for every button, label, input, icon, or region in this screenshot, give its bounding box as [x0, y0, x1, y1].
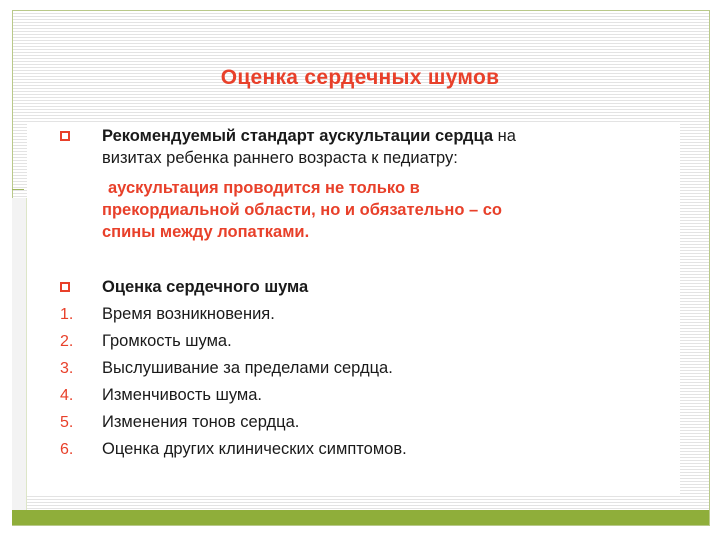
section1-red-line-2: прекордиальной области, но и обязательно – со: [102, 201, 503, 219]
bottom-bar: [12, 510, 709, 525]
list-item: Время возникновения.: [102, 305, 275, 323]
section1-bold-text: Рекомендуемый стандарт аускультации сердца: [102, 127, 494, 145]
section1-red-line-3: спины между лопатками.: [102, 223, 310, 241]
list-item: Изменчивость шума.: [102, 386, 263, 404]
list-item-number: 3.: [60, 360, 74, 377]
section1-tail-text: на: [493, 127, 516, 145]
checkbox-bullet-icon: [60, 282, 70, 292]
list-item: Выслушивание за пределами сердца.: [102, 359, 393, 377]
checkbox-bullet-icon: [60, 131, 70, 141]
section1-line2: визитах ребенка раннего возраста к педиатру:: [102, 149, 458, 167]
decorative-side-panel: [12, 198, 27, 510]
section1-red-line-1: аускультация проводится не только в: [108, 179, 420, 197]
section1-line1: [102, 126, 516, 147]
list-item-number: 1.: [60, 306, 74, 323]
list-item: Оценка других клинических симптомов.: [102, 440, 407, 458]
list-item-number: 4.: [60, 387, 74, 404]
decorative-line: [12, 189, 24, 190]
list-item: Громкость шума.: [102, 332, 232, 350]
slide-title: Оценка сердечных шумов: [220, 66, 500, 89]
list-item-number: 6.: [60, 441, 74, 458]
list-item-number: 5.: [60, 414, 74, 431]
list-item-number: 2.: [60, 333, 74, 350]
list-item: Изменения тонов сердца.: [102, 413, 300, 431]
section2-heading: Оценка сердечного шума: [102, 278, 309, 296]
